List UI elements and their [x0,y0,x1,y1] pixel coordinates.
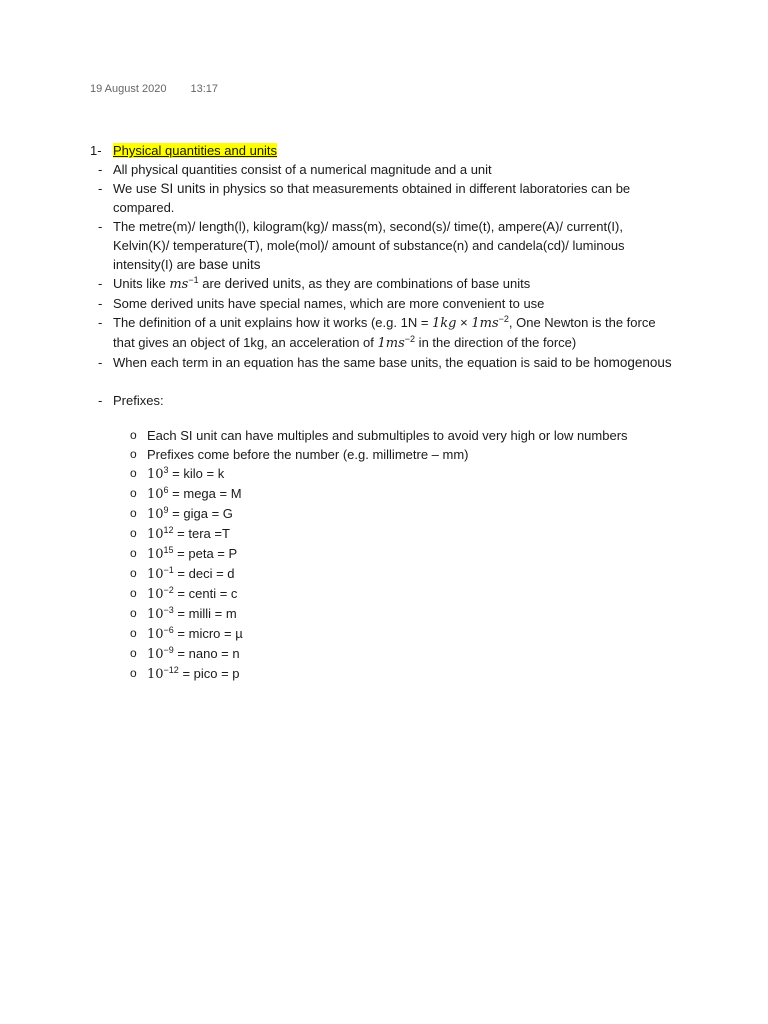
bullet-item: - Some derived units have special names, which are more convenient to use [98,296,545,311]
prefix-note [0,445,687,464]
term-homogenous: homogenous [593,355,672,370]
prefix-definition: = peta = P [173,546,238,561]
power-base: 10 [147,487,164,502]
prefix-note-text: Prefixes come before the number (e.g. millimetre – mm) [147,447,469,462]
dash-marker: - [98,181,103,196]
bullet-item: - We use SI units in physics so that measurements obtained in different laboratories can be compared. [98,181,631,215]
bullet-item-prefixes: - Prefixes: [98,393,164,408]
power-base: 10 [147,667,164,682]
prefix-item [0,584,687,604]
dash-marker: - [98,315,103,330]
prefix-item [0,524,687,544]
power-base: 10 [147,527,164,542]
math-expression: 1kg [432,316,457,331]
power-base: 10 [147,467,164,482]
prefix-definition: = nano = n [173,646,240,661]
circle-bullet-icon: o [130,626,137,640]
blank-line [0,372,673,391]
power-exponent: 12 [163,525,174,535]
prefix-list [0,426,687,684]
power-exponent: −3 [163,605,174,615]
power-exponent: 3 [163,465,169,475]
prefix-item [0,604,687,624]
heading-number: 1- [90,143,102,158]
power-base: 10 [147,627,164,642]
bullet-item: - When each term in an equation has the same base units, the equation is said to be homogenous [98,355,672,370]
circle-bullet-icon: o [130,428,137,442]
power-exponent: −12 [163,665,179,675]
dash-marker: - [98,393,103,408]
dash-marker: - [98,296,103,311]
bullet-item: - The metre(m)/ length(l), kilogram(kg)/ mass(m), second(s)/ time(t), ampere(A)/ current(I), Kelvin(K)/ temperature(T), mole(mol)/ amount of substance(n) and candela(cd)/ luminous intensity(I) are base units [98,219,625,272]
note-timestamp [90,83,218,95]
power-base: 10 [147,587,164,602]
power-exponent: −6 [163,625,174,635]
prefix-note-text: Each SI unit can have multiples and submultiples to avoid very high or low numbers [147,428,628,443]
math-exponent: −2 [498,314,509,324]
circle-bullet-icon: o [130,606,137,620]
section-heading [90,141,277,160]
prefix-definition: = centi = c [173,586,238,601]
prefix-definition: = mega = M [168,486,242,501]
prefix-item [0,564,687,584]
dash-marker: - [98,219,103,234]
power-exponent: −1 [163,565,174,575]
note-date: 19 August 2020 [90,83,167,95]
circle-bullet-icon: o [130,586,137,600]
circle-bullet-icon: o [130,646,137,660]
power-base: 10 [147,547,164,562]
math-exponent: −2 [404,334,416,344]
power-exponent: 15 [163,545,174,555]
prefix-item [0,464,687,484]
dash-marker: - [98,355,103,370]
dash-marker: - [98,162,103,177]
power-base: 10 [147,607,164,622]
note-time: 13:17 [190,83,218,95]
prefix-note [0,426,687,445]
power-exponent: −9 [163,645,174,655]
bullet-list [0,160,673,410]
circle-bullet-icon: o [130,447,137,461]
power-exponent: −2 [163,585,174,595]
bullet-item: - All physical quantities consist of a numerical magnitude and a unit [98,162,492,177]
term-derived-units: derived units [224,276,302,291]
prefix-definition: = giga = G [168,506,233,521]
circle-bullet-icon: o [130,566,137,580]
math-exponent: −1 [188,275,199,285]
prefix-item [0,644,687,664]
prefix-definition: = pico = p [178,666,240,681]
power-base: 10 [147,507,164,522]
circle-bullet-icon: o [130,486,137,500]
prefix-item [0,504,687,524]
prefix-item [0,664,687,684]
circle-bullet-icon: o [130,466,137,480]
bullet-item: - The definition of a unit explains how it works (e.g. $1N = 1kg \times 1ms^{-2}$, One Newton is the force that gives an object of 1kg, an acceleration of $1ms^{-2}$ in the direction of the force) [98,314,656,351]
prefix-definition: = kilo = k [168,466,225,481]
power-base: 10 [147,567,164,582]
math-expression: ms [169,277,189,292]
bullet-item: - Units like $ms^{-1}$ are derived units, as they are combinations of base units [98,275,531,292]
term-base-units: base units [198,257,261,272]
prefix-definition: = milli = m [173,606,237,621]
math-expression: 1ms [377,336,405,351]
prefix-item [0,484,687,504]
circle-bullet-icon: o [130,546,137,560]
dash-marker: - [98,276,103,291]
term-si-units: SI units [160,181,206,196]
prefix-definition: = deci = d [173,566,235,581]
heading-title: Physical quantities and units [113,143,278,158]
power-base: 10 [147,647,164,662]
prefix-definition: = tera =T [173,526,230,541]
power-exponent: 6 [163,485,169,495]
prefix-item [0,624,687,644]
circle-bullet-icon: o [130,506,137,520]
circle-bullet-icon: o [130,666,137,680]
power-exponent: 9 [163,505,169,515]
prefix-definition: = micro = µ [173,626,243,641]
prefix-item [0,544,687,564]
math-expression: 1ms [471,316,499,331]
circle-bullet-icon: o [130,526,137,540]
